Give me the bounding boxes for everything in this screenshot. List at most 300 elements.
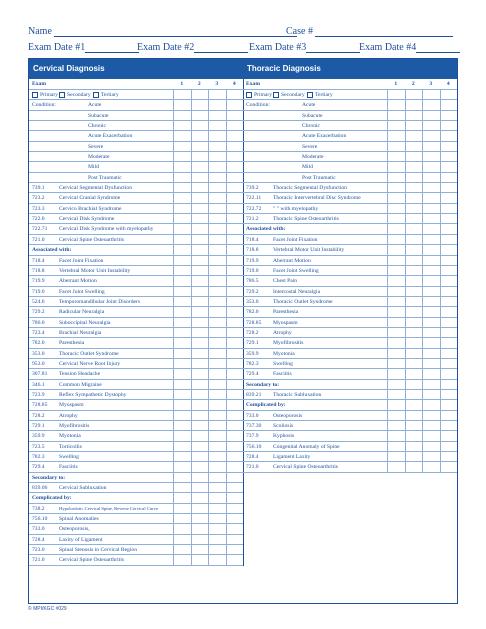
- exam-1-cell[interactable]: [173, 390, 174, 400]
- exam-3-cell[interactable]: [422, 297, 423, 307]
- exam-4-cell[interactable]: [226, 400, 227, 410]
- exam-4-cell[interactable]: [440, 442, 441, 452]
- exam-3-cell[interactable]: [208, 287, 209, 297]
- exam-2-cell[interactable]: [191, 131, 192, 141]
- exam-4-cell[interactable]: [226, 307, 227, 317]
- exam-2-cell[interactable]: [191, 328, 192, 338]
- exam-1-cell[interactable]: [387, 183, 388, 193]
- exam-4-cell[interactable]: [226, 204, 227, 214]
- exam-2-cell[interactable]: [405, 245, 406, 255]
- exam-1-cell[interactable]: [173, 473, 174, 483]
- exam-2-cell[interactable]: [191, 224, 192, 234]
- exam-1-cell[interactable]: [173, 555, 174, 565]
- exam-1-cell[interactable]: [173, 359, 174, 369]
- exam-4-cell[interactable]: [226, 100, 227, 110]
- exam-2-cell[interactable]: [191, 400, 192, 410]
- exam-2-cell[interactable]: [191, 173, 192, 183]
- exam-2-cell[interactable]: [405, 183, 406, 193]
- exam-4-cell[interactable]: [226, 173, 227, 183]
- exam-1-cell[interactable]: [387, 307, 388, 317]
- exam-1-cell[interactable]: [387, 411, 388, 421]
- checkbox-icon[interactable]: [246, 92, 252, 98]
- exam-3-cell[interactable]: [422, 328, 423, 338]
- exam-4-cell[interactable]: [440, 431, 441, 441]
- exam-1-cell[interactable]: [387, 193, 388, 203]
- exam-2-cell[interactable]: [191, 235, 192, 245]
- exam-1-cell[interactable]: [173, 297, 174, 307]
- exam-3-cell[interactable]: [422, 256, 423, 266]
- exam-2-cell[interactable]: [405, 307, 406, 317]
- exam-1-cell[interactable]: [387, 421, 388, 431]
- exam-4-cell[interactable]: [440, 307, 441, 317]
- exam-2-cell[interactable]: [191, 90, 192, 100]
- exam-2-cell[interactable]: [405, 442, 406, 452]
- exam-1-cell[interactable]: [387, 204, 388, 214]
- exam-3-cell[interactable]: [422, 359, 423, 369]
- exam-4-cell[interactable]: [226, 121, 227, 131]
- exam-3-cell[interactable]: [208, 524, 209, 534]
- exam-1-cell[interactable]: [173, 266, 174, 276]
- exam-1-cell[interactable]: [387, 100, 388, 110]
- exam-3-cell[interactable]: [208, 90, 209, 100]
- exam-4-cell[interactable]: [440, 400, 441, 410]
- exam-4-cell[interactable]: [226, 442, 227, 452]
- exam-4-cell[interactable]: [226, 245, 227, 255]
- exam-2-cell[interactable]: [405, 256, 406, 266]
- exam-4-cell[interactable]: [226, 504, 227, 514]
- type-option-tertiary[interactable]: [93, 90, 119, 100]
- exam-4-cell[interactable]: [226, 483, 227, 493]
- exam-4-cell[interactable]: [440, 338, 441, 348]
- exam-2-cell[interactable]: [405, 411, 406, 421]
- exam-4-cell[interactable]: [226, 256, 227, 266]
- exam-1-cell[interactable]: [387, 224, 388, 234]
- exam-2-cell[interactable]: [405, 390, 406, 400]
- exam-3-cell[interactable]: [208, 493, 209, 503]
- exam-date-1-field[interactable]: [85, 42, 139, 53]
- exam-3-cell[interactable]: [208, 183, 209, 193]
- exam-4-cell[interactable]: [440, 328, 441, 338]
- exam-1-cell[interactable]: [387, 431, 388, 441]
- exam-1-cell[interactable]: [387, 235, 388, 245]
- exam-3-cell[interactable]: [422, 462, 423, 472]
- exam-2-cell[interactable]: [405, 214, 406, 224]
- exam-1-cell[interactable]: [173, 504, 174, 514]
- exam-2-cell[interactable]: [191, 266, 192, 276]
- exam-4-cell[interactable]: [440, 131, 441, 141]
- exam-2-cell[interactable]: [191, 214, 192, 224]
- exam-1-cell[interactable]: [387, 131, 388, 141]
- exam-3-cell[interactable]: [208, 504, 209, 514]
- exam-4-cell[interactable]: [226, 224, 227, 234]
- exam-3-cell[interactable]: [208, 462, 209, 472]
- exam-3-cell[interactable]: [422, 204, 423, 214]
- exam-1-cell[interactable]: [387, 173, 388, 183]
- exam-1-cell[interactable]: [387, 256, 388, 266]
- exam-2-cell[interactable]: [405, 359, 406, 369]
- exam-4-cell[interactable]: [440, 193, 441, 203]
- exam-1-cell[interactable]: [387, 359, 388, 369]
- exam-3-cell[interactable]: [208, 328, 209, 338]
- exam-4-cell[interactable]: [226, 328, 227, 338]
- exam-4-cell[interactable]: [440, 380, 441, 390]
- checkbox-icon[interactable]: [273, 92, 279, 98]
- exam-3-cell[interactable]: [422, 307, 423, 317]
- exam-2-cell[interactable]: [191, 183, 192, 193]
- exam-1-cell[interactable]: [173, 162, 174, 172]
- type-option-primary[interactable]: [246, 90, 272, 100]
- exam-4-cell[interactable]: [440, 183, 441, 193]
- exam-2-cell[interactable]: [191, 193, 192, 203]
- exam-2-cell[interactable]: [191, 380, 192, 390]
- exam-1-cell[interactable]: [173, 121, 174, 131]
- exam-1-cell[interactable]: [173, 318, 174, 328]
- exam-3-cell[interactable]: [422, 287, 423, 297]
- exam-2-cell[interactable]: [191, 111, 192, 121]
- checkbox-icon[interactable]: [93, 92, 99, 98]
- exam-3-cell[interactable]: [208, 152, 209, 162]
- exam-2-cell[interactable]: [191, 276, 192, 286]
- exam-2-cell[interactable]: [191, 359, 192, 369]
- exam-1-cell[interactable]: [173, 524, 174, 534]
- exam-1-cell[interactable]: [173, 462, 174, 472]
- exam-2-cell[interactable]: [405, 100, 406, 110]
- exam-4-cell[interactable]: [226, 380, 227, 390]
- exam-1-cell[interactable]: [173, 483, 174, 493]
- exam-3-cell[interactable]: [422, 235, 423, 245]
- exam-4-cell[interactable]: [440, 297, 441, 307]
- exam-3-cell[interactable]: [422, 318, 423, 328]
- exam-2-cell[interactable]: [191, 555, 192, 565]
- exam-1-cell[interactable]: [387, 245, 388, 255]
- exam-4-cell[interactable]: [440, 245, 441, 255]
- exam-3-cell[interactable]: [422, 245, 423, 255]
- exam-2-cell[interactable]: [405, 338, 406, 348]
- exam-3-cell[interactable]: [422, 400, 423, 410]
- exam-1-cell[interactable]: [387, 287, 388, 297]
- exam-4-cell[interactable]: [440, 421, 441, 431]
- exam-1-cell[interactable]: [173, 235, 174, 245]
- exam-4-cell[interactable]: [226, 318, 227, 328]
- exam-2-cell[interactable]: [405, 90, 406, 100]
- exam-4-cell[interactable]: [440, 152, 441, 162]
- exam-2-cell[interactable]: [191, 473, 192, 483]
- exam-3-cell[interactable]: [422, 421, 423, 431]
- exam-2-cell[interactable]: [405, 266, 406, 276]
- exam-2-cell[interactable]: [191, 349, 192, 359]
- exam-1-cell[interactable]: [173, 224, 174, 234]
- exam-3-cell[interactable]: [208, 276, 209, 286]
- exam-1-cell[interactable]: [387, 162, 388, 172]
- exam-4-cell[interactable]: [440, 162, 441, 172]
- exam-3-cell[interactable]: [208, 162, 209, 172]
- exam-3-cell[interactable]: [422, 266, 423, 276]
- exam-2-cell[interactable]: [405, 235, 406, 245]
- checkbox-icon[interactable]: [307, 92, 313, 98]
- exam-1-cell[interactable]: [173, 245, 174, 255]
- exam-2-cell[interactable]: [191, 245, 192, 255]
- exam-2-cell[interactable]: [191, 452, 192, 462]
- exam-4-cell[interactable]: [226, 349, 227, 359]
- exam-2-cell[interactable]: [191, 524, 192, 534]
- exam-3-cell[interactable]: [422, 380, 423, 390]
- exam-2-cell[interactable]: [191, 483, 192, 493]
- exam-3-cell[interactable]: [422, 224, 423, 234]
- exam-1-cell[interactable]: [387, 111, 388, 121]
- exam-1-cell[interactable]: [173, 411, 174, 421]
- exam-3-cell[interactable]: [422, 111, 423, 121]
- exam-4-cell[interactable]: [226, 421, 227, 431]
- exam-4-cell[interactable]: [440, 287, 441, 297]
- exam-2-cell[interactable]: [405, 131, 406, 141]
- exam-3-cell[interactable]: [208, 204, 209, 214]
- exam-1-cell[interactable]: [173, 287, 174, 297]
- exam-1-cell[interactable]: [173, 131, 174, 141]
- type-option-tertiary[interactable]: [307, 90, 333, 100]
- exam-4-cell[interactable]: [226, 545, 227, 555]
- checkbox-icon[interactable]: [59, 92, 65, 98]
- exam-3-cell[interactable]: [208, 349, 209, 359]
- name-field[interactable]: [54, 26, 297, 37]
- exam-1-cell[interactable]: [387, 390, 388, 400]
- exam-date-2-field[interactable]: [194, 42, 248, 53]
- exam-1-cell[interactable]: [173, 193, 174, 203]
- exam-2-cell[interactable]: [191, 152, 192, 162]
- exam-4-cell[interactable]: [226, 535, 227, 545]
- exam-3-cell[interactable]: [422, 90, 423, 100]
- exam-2-cell[interactable]: [405, 121, 406, 131]
- exam-1-cell[interactable]: [387, 442, 388, 452]
- exam-3-cell[interactable]: [422, 452, 423, 462]
- exam-2-cell[interactable]: [405, 452, 406, 462]
- exam-1-cell[interactable]: [173, 380, 174, 390]
- exam-4-cell[interactable]: [440, 224, 441, 234]
- exam-4-cell[interactable]: [226, 390, 227, 400]
- exam-2-cell[interactable]: [405, 349, 406, 359]
- exam-1-cell[interactable]: [173, 256, 174, 266]
- exam-1-cell[interactable]: [387, 462, 388, 472]
- exam-1-cell[interactable]: [387, 349, 388, 359]
- exam-3-cell[interactable]: [208, 390, 209, 400]
- exam-3-cell[interactable]: [208, 266, 209, 276]
- exam-1-cell[interactable]: [173, 545, 174, 555]
- exam-1-cell[interactable]: [173, 328, 174, 338]
- exam-3-cell[interactable]: [422, 442, 423, 452]
- exam-2-cell[interactable]: [191, 204, 192, 214]
- exam-1-cell[interactable]: [387, 214, 388, 224]
- exam-4-cell[interactable]: [226, 493, 227, 503]
- exam-4-cell[interactable]: [440, 349, 441, 359]
- exam-2-cell[interactable]: [191, 545, 192, 555]
- type-option-secondary[interactable]: [59, 90, 91, 100]
- exam-1-cell[interactable]: [173, 400, 174, 410]
- exam-1-cell[interactable]: [173, 214, 174, 224]
- exam-4-cell[interactable]: [440, 214, 441, 224]
- checkbox-icon[interactable]: [32, 92, 38, 98]
- exam-1-cell[interactable]: [173, 431, 174, 441]
- exam-4-cell[interactable]: [440, 369, 441, 379]
- exam-4-cell[interactable]: [226, 462, 227, 472]
- exam-3-cell[interactable]: [422, 431, 423, 441]
- exam-1-cell[interactable]: [173, 421, 174, 431]
- exam-2-cell[interactable]: [191, 535, 192, 545]
- exam-4-cell[interactable]: [226, 142, 227, 152]
- exam-1-cell[interactable]: [173, 442, 174, 452]
- exam-3-cell[interactable]: [208, 380, 209, 390]
- exam-1-cell[interactable]: [387, 297, 388, 307]
- exam-4-cell[interactable]: [440, 173, 441, 183]
- exam-3-cell[interactable]: [208, 235, 209, 245]
- exam-1-cell[interactable]: [387, 142, 388, 152]
- exam-3-cell[interactable]: [208, 411, 209, 421]
- exam-3-cell[interactable]: [422, 369, 423, 379]
- exam-2-cell[interactable]: [405, 297, 406, 307]
- exam-4-cell[interactable]: [226, 152, 227, 162]
- exam-3-cell[interactable]: [208, 369, 209, 379]
- exam-2-cell[interactable]: [405, 318, 406, 328]
- exam-3-cell[interactable]: [208, 131, 209, 141]
- exam-4-cell[interactable]: [440, 462, 441, 472]
- exam-3-cell[interactable]: [208, 431, 209, 441]
- exam-2-cell[interactable]: [405, 276, 406, 286]
- exam-4-cell[interactable]: [440, 142, 441, 152]
- exam-4-cell[interactable]: [440, 111, 441, 121]
- exam-4-cell[interactable]: [226, 214, 227, 224]
- exam-1-cell[interactable]: [173, 183, 174, 193]
- exam-2-cell[interactable]: [191, 338, 192, 348]
- exam-2-cell[interactable]: [405, 400, 406, 410]
- exam-4-cell[interactable]: [440, 121, 441, 131]
- exam-3-cell[interactable]: [208, 100, 209, 110]
- exam-4-cell[interactable]: [440, 411, 441, 421]
- exam-2-cell[interactable]: [405, 421, 406, 431]
- exam-1-cell[interactable]: [173, 369, 174, 379]
- exam-3-cell[interactable]: [208, 224, 209, 234]
- exam-2-cell[interactable]: [191, 431, 192, 441]
- exam-date-3-field[interactable]: [306, 42, 360, 53]
- exam-4-cell[interactable]: [226, 276, 227, 286]
- exam-4-cell[interactable]: [440, 90, 441, 100]
- exam-1-cell[interactable]: [173, 173, 174, 183]
- exam-4-cell[interactable]: [440, 318, 441, 328]
- type-option-primary[interactable]: [32, 90, 58, 100]
- exam-1-cell[interactable]: [173, 535, 174, 545]
- exam-4-cell[interactable]: [226, 111, 227, 121]
- exam-3-cell[interactable]: [208, 193, 209, 203]
- exam-3-cell[interactable]: [422, 173, 423, 183]
- exam-2-cell[interactable]: [191, 142, 192, 152]
- exam-3-cell[interactable]: [422, 214, 423, 224]
- exam-4-cell[interactable]: [440, 235, 441, 245]
- exam-1-cell[interactable]: [387, 276, 388, 286]
- exam-3-cell[interactable]: [208, 442, 209, 452]
- exam-3-cell[interactable]: [422, 193, 423, 203]
- exam-3-cell[interactable]: [208, 514, 209, 524]
- exam-1-cell[interactable]: [173, 111, 174, 121]
- exam-1-cell[interactable]: [173, 90, 174, 100]
- exam-1-cell[interactable]: [173, 514, 174, 524]
- exam-3-cell[interactable]: [422, 152, 423, 162]
- type-option-secondary[interactable]: [273, 90, 305, 100]
- exam-1-cell[interactable]: [387, 328, 388, 338]
- exam-2-cell[interactable]: [191, 514, 192, 524]
- exam-4-cell[interactable]: [440, 256, 441, 266]
- exam-1-cell[interactable]: [173, 100, 174, 110]
- exam-2-cell[interactable]: [191, 369, 192, 379]
- exam-date-4-field[interactable]: [416, 42, 460, 53]
- exam-2-cell[interactable]: [191, 307, 192, 317]
- exam-1-cell[interactable]: [387, 90, 388, 100]
- exam-1-cell[interactable]: [387, 369, 388, 379]
- exam-2-cell[interactable]: [191, 297, 192, 307]
- exam-2-cell[interactable]: [191, 504, 192, 514]
- exam-2-cell[interactable]: [405, 204, 406, 214]
- exam-4-cell[interactable]: [226, 369, 227, 379]
- exam-3-cell[interactable]: [422, 121, 423, 131]
- exam-1-cell[interactable]: [387, 452, 388, 462]
- exam-4-cell[interactable]: [226, 431, 227, 441]
- exam-4-cell[interactable]: [440, 276, 441, 286]
- exam-2-cell[interactable]: [191, 162, 192, 172]
- exam-4-cell[interactable]: [440, 100, 441, 110]
- exam-1-cell[interactable]: [387, 121, 388, 131]
- exam-4-cell[interactable]: [226, 162, 227, 172]
- exam-3-cell[interactable]: [422, 349, 423, 359]
- exam-4-cell[interactable]: [440, 452, 441, 462]
- exam-3-cell[interactable]: [208, 359, 209, 369]
- exam-2-cell[interactable]: [405, 287, 406, 297]
- exam-3-cell[interactable]: [422, 390, 423, 400]
- exam-3-cell[interactable]: [422, 100, 423, 110]
- exam-4-cell[interactable]: [226, 90, 227, 100]
- exam-2-cell[interactable]: [405, 111, 406, 121]
- exam-3-cell[interactable]: [208, 318, 209, 328]
- exam-2-cell[interactable]: [405, 142, 406, 152]
- exam-1-cell[interactable]: [173, 452, 174, 462]
- exam-3-cell[interactable]: [422, 276, 423, 286]
- exam-2-cell[interactable]: [405, 369, 406, 379]
- exam-1-cell[interactable]: [173, 307, 174, 317]
- exam-4-cell[interactable]: [440, 390, 441, 400]
- exam-3-cell[interactable]: [208, 111, 209, 121]
- exam-4-cell[interactable]: [226, 411, 227, 421]
- exam-4-cell[interactable]: [226, 338, 227, 348]
- exam-4-cell[interactable]: [440, 204, 441, 214]
- exam-1-cell[interactable]: [387, 338, 388, 348]
- exam-2-cell[interactable]: [191, 256, 192, 266]
- exam-2-cell[interactable]: [405, 462, 406, 472]
- exam-3-cell[interactable]: [422, 131, 423, 141]
- exam-1-cell[interactable]: [173, 204, 174, 214]
- exam-4-cell[interactable]: [226, 131, 227, 141]
- exam-3-cell[interactable]: [208, 483, 209, 493]
- exam-2-cell[interactable]: [405, 193, 406, 203]
- case-field[interactable]: [315, 26, 453, 37]
- exam-3-cell[interactable]: [422, 183, 423, 193]
- exam-2-cell[interactable]: [191, 121, 192, 131]
- exam-3-cell[interactable]: [208, 400, 209, 410]
- exam-4-cell[interactable]: [226, 297, 227, 307]
- exam-2-cell[interactable]: [405, 173, 406, 183]
- exam-3-cell[interactable]: [422, 142, 423, 152]
- exam-3-cell[interactable]: [208, 338, 209, 348]
- exam-2-cell[interactable]: [191, 493, 192, 503]
- exam-2-cell[interactable]: [191, 421, 192, 431]
- exam-2-cell[interactable]: [405, 224, 406, 234]
- exam-1-cell[interactable]: [173, 276, 174, 286]
- exam-1-cell[interactable]: [387, 152, 388, 162]
- exam-1-cell[interactable]: [173, 338, 174, 348]
